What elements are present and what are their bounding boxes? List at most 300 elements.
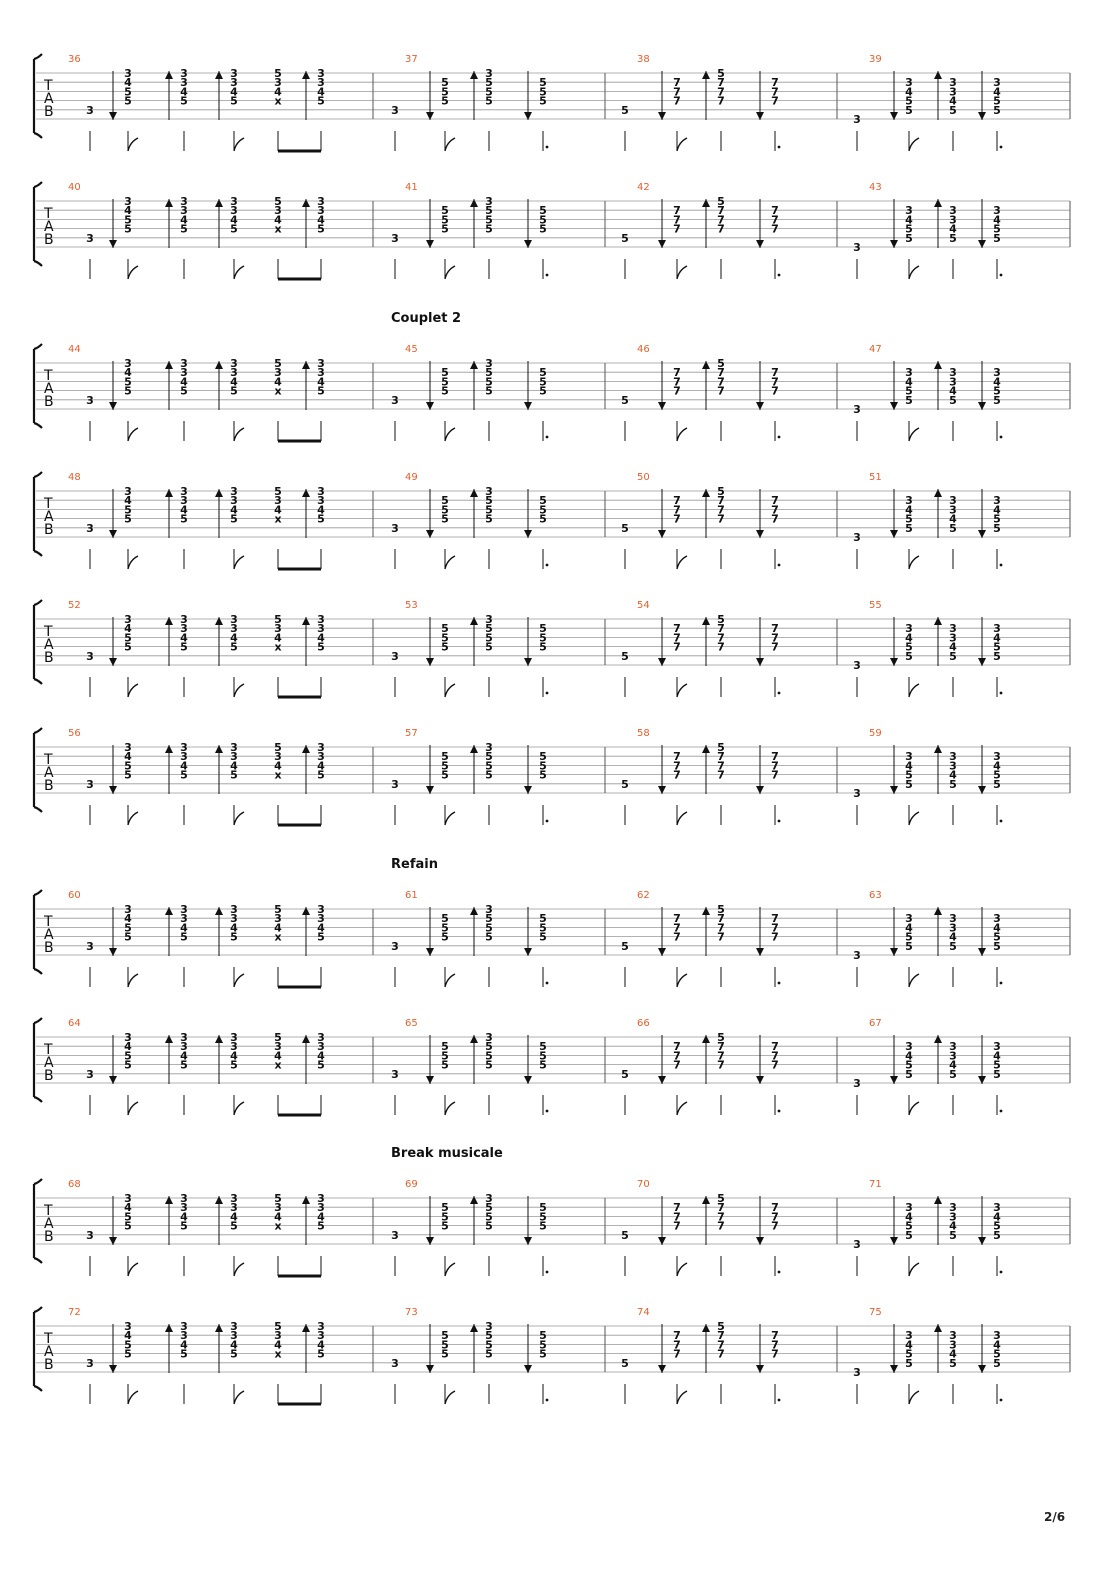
fret-number: 3 [905, 366, 913, 380]
rhythm-dot [1000, 1271, 1003, 1274]
fret-number: 5 [539, 366, 547, 380]
fret-number: 3 [391, 777, 399, 791]
fret-number: 3 [274, 1329, 282, 1343]
fret-number: 4 [993, 85, 1001, 99]
fret-number: 5 [539, 512, 547, 526]
fret-number: 3 [317, 67, 325, 80]
fret-number: 4 [124, 76, 132, 90]
strum-up-arrow [934, 1035, 942, 1043]
strum-up-arrow [702, 71, 710, 79]
fret-number: 4 [905, 375, 913, 389]
strum-up-arrow [934, 199, 942, 207]
eighth-flag [445, 1263, 455, 1276]
rhythm-dot [778, 146, 781, 149]
fret-number: 5 [124, 1049, 132, 1063]
rhythm-dot [546, 1271, 549, 1274]
fret-number: 3 [485, 1031, 493, 1044]
eighth-flag [234, 138, 244, 151]
fret-number: 5 [441, 1201, 449, 1215]
fret-number: 3 [949, 921, 957, 935]
fret-number: 3 [905, 1201, 913, 1215]
fret-number: 3 [317, 1329, 325, 1343]
fret-number: 5 [180, 512, 188, 526]
fret-number: 5 [124, 222, 132, 236]
eighth-flag [234, 974, 244, 987]
fret-number: 7 [673, 384, 681, 398]
fret-number: 3 [905, 912, 913, 926]
fret-number: 3 [180, 622, 188, 636]
strum-up-arrow [934, 617, 942, 625]
eighth-flag [677, 1391, 687, 1404]
fret-number: 3 [86, 1228, 94, 1242]
fret-number: 5 [180, 384, 188, 398]
fret-number: 3 [485, 741, 493, 754]
fret-number: 3 [317, 1320, 325, 1333]
strum-up-arrow [702, 1324, 710, 1332]
eighth-flag [677, 556, 687, 569]
bar-number: 75 [869, 1307, 882, 1318]
strum-up-arrow [702, 617, 710, 625]
fret-number: 7 [673, 213, 681, 227]
fret-number: 7 [717, 494, 725, 508]
fret-number: 5 [485, 76, 493, 90]
fret-number: 4 [993, 631, 1001, 645]
fret-number: 5 [621, 1067, 629, 1081]
strum-up-arrow [470, 907, 478, 915]
system-bracket [34, 472, 42, 556]
fret-number: 7 [673, 375, 681, 389]
fret-number: 5 [274, 357, 282, 370]
fret-number: 3 [317, 1201, 325, 1215]
fret-number: 7 [717, 512, 725, 526]
fret-number: 7 [771, 631, 779, 645]
tab-clef-letter: A [44, 381, 54, 397]
fret-number: 5 [949, 103, 957, 117]
strum-up-arrow [165, 1196, 173, 1204]
tab-clef-letter: B [44, 1068, 54, 1084]
fret-number: 3 [317, 1040, 325, 1054]
fret-number: x [274, 94, 282, 108]
fret-number: 3 [180, 76, 188, 90]
fret-number: 3 [86, 521, 94, 535]
fret-number: 7 [717, 503, 725, 517]
fret-number: 5 [441, 930, 449, 944]
fret-number: 3 [124, 67, 132, 80]
fret-number: 3 [274, 76, 282, 90]
fret-number: 5 [485, 503, 493, 517]
rhythm-dot [1000, 1110, 1003, 1113]
fret-number: 4 [180, 213, 188, 227]
fret-number: 3 [124, 741, 132, 754]
fret-number: 4 [993, 213, 1001, 227]
fret-number: 4 [180, 1338, 188, 1352]
fret-number: 7 [717, 1058, 725, 1072]
fret-number: 5 [485, 1338, 493, 1352]
fret-number: 3 [317, 357, 325, 370]
fret-number: 3 [86, 393, 94, 407]
fret-number: 3 [905, 76, 913, 90]
rhythm-dot [546, 820, 549, 823]
fret-number: 5 [621, 521, 629, 535]
fret-number: 3 [230, 1192, 238, 1205]
fret-number: 4 [949, 640, 957, 654]
fret-number: 4 [180, 921, 188, 935]
fret-number: 5 [539, 1058, 547, 1072]
strum-up-arrow [302, 1196, 310, 1204]
fret-number: 5 [539, 631, 547, 645]
fret-number: 3 [230, 195, 238, 208]
rhythm-dot [546, 1110, 549, 1113]
fret-number: 5 [441, 366, 449, 380]
fret-number: 3 [180, 912, 188, 926]
fret-number: 7 [771, 366, 779, 380]
fret-number: 5 [993, 1058, 1001, 1072]
fret-number: 5 [539, 94, 547, 108]
fret-number: 5 [485, 768, 493, 782]
rhythm-dot [546, 982, 549, 985]
fret-number: 5 [539, 1347, 547, 1361]
strum-up-arrow [302, 71, 310, 79]
bar-number: 38 [637, 54, 650, 65]
eighth-flag [234, 428, 244, 441]
eighth-flag [909, 1391, 919, 1404]
fret-number: 3 [124, 613, 132, 626]
eighth-flag [677, 812, 687, 825]
fret-number: 3 [485, 357, 493, 370]
fret-number: 5 [905, 930, 913, 944]
fret-number: 3 [993, 366, 1001, 380]
fret-number: 5 [539, 1219, 547, 1233]
fret-number: 3 [230, 357, 238, 370]
fret-number: 4 [124, 622, 132, 636]
fret-number: 5 [124, 384, 132, 398]
fret-number: x [274, 1058, 282, 1072]
fret-number: 5 [230, 1347, 238, 1361]
bar-number: 45 [405, 344, 418, 355]
rhythm-dot [546, 436, 549, 439]
fret-number: 3 [317, 494, 325, 508]
tab-clef-letter: T [44, 914, 53, 930]
fret-number: 5 [949, 1356, 957, 1370]
fret-number: 7 [673, 1058, 681, 1072]
fret-number: 3 [180, 741, 188, 754]
fret-number: 5 [717, 1192, 725, 1205]
fret-number: 5 [317, 384, 325, 398]
strum-up-arrow [702, 745, 710, 753]
fret-number: 7 [717, 94, 725, 108]
fret-number: 5 [180, 222, 188, 236]
fret-number: 5 [124, 1338, 132, 1352]
strum-up-arrow [215, 1324, 223, 1332]
fret-number: 5 [441, 1219, 449, 1233]
eighth-flag [234, 812, 244, 825]
bar-number: 46 [637, 344, 650, 355]
tab-clef-letter: A [44, 765, 54, 781]
fret-number: 5 [230, 384, 238, 398]
fret-number: 3 [853, 113, 861, 126]
fret-number: 5 [230, 1058, 238, 1072]
fret-number: 5 [905, 222, 913, 236]
fret-number: 4 [949, 222, 957, 236]
fret-number: 5 [539, 759, 547, 773]
fret-number: 3 [853, 531, 861, 544]
fret-number: 3 [230, 67, 238, 80]
fret-number: 5 [621, 777, 629, 791]
eighth-flag [128, 138, 138, 151]
strum-up-arrow [215, 907, 223, 915]
tab-clef-letter: B [44, 522, 54, 538]
fret-number: 5 [993, 930, 1001, 944]
fret-number: 5 [717, 613, 725, 626]
system-bracket [34, 1018, 42, 1102]
fret-number: 5 [274, 903, 282, 916]
fret-number: 7 [717, 76, 725, 90]
fret-number: 5 [717, 1320, 725, 1333]
fret-number: 3 [230, 366, 238, 380]
fret-number: 7 [717, 921, 725, 935]
fret-number: 5 [539, 222, 547, 236]
fret-number: 3 [485, 195, 493, 208]
fret-number: 3 [949, 1210, 957, 1224]
fret-number: 3 [124, 1192, 132, 1205]
fret-number: 4 [180, 631, 188, 645]
fret-number: 7 [771, 94, 779, 108]
fret-number: 5 [485, 1329, 493, 1343]
fret-number: 5 [485, 912, 493, 926]
fret-number: 4 [124, 1201, 132, 1215]
fret-number: 5 [485, 1347, 493, 1361]
fret-number: 3 [180, 1320, 188, 1333]
fret-number: 7 [771, 1058, 779, 1072]
fret-number: 3 [317, 1192, 325, 1205]
fret-number: 4 [949, 94, 957, 108]
bar-number: 69 [405, 1179, 418, 1190]
fret-number: 5 [993, 1067, 1001, 1081]
rhythm-dot [546, 274, 549, 277]
fret-number: 3 [86, 1356, 94, 1370]
fret-number: 5 [949, 521, 957, 535]
strum-up-arrow [702, 907, 710, 915]
fret-number: 3 [317, 485, 325, 498]
fret-number: 4 [317, 921, 325, 935]
strum-up-arrow [302, 199, 310, 207]
fret-number: 3 [274, 204, 282, 218]
fret-number: 5 [317, 768, 325, 782]
bar-number: 51 [869, 472, 882, 483]
fret-number: 5 [539, 750, 547, 764]
fret-number: 5 [485, 494, 493, 508]
fret-number: 4 [124, 912, 132, 926]
fret-number: 5 [180, 1347, 188, 1361]
tab-clef-letter: A [44, 509, 54, 525]
fret-number: 7 [717, 375, 725, 389]
strum-up-arrow [302, 489, 310, 497]
tab-clef-letter: T [44, 752, 53, 768]
fret-number: 7 [717, 1210, 725, 1224]
fret-number: 4 [993, 1210, 1001, 1224]
fret-number: 3 [905, 622, 913, 636]
fret-number: 5 [441, 1049, 449, 1063]
rhythm-dot [546, 692, 549, 695]
eighth-flag [909, 266, 919, 279]
fret-number: 3 [230, 1201, 238, 1215]
fret-number: 5 [485, 1040, 493, 1054]
fret-number: 7 [673, 768, 681, 782]
tab-clef-letter: A [44, 219, 54, 235]
tab-clef-letter: T [44, 206, 53, 222]
fret-number: 3 [391, 521, 399, 535]
fret-number: 4 [317, 1210, 325, 1224]
eighth-flag [234, 1391, 244, 1404]
fret-number: 3 [86, 649, 94, 663]
fret-number: 5 [539, 85, 547, 99]
fret-number: 4 [905, 503, 913, 517]
tab-clef-letter: A [44, 91, 54, 107]
fret-number: 5 [441, 1058, 449, 1072]
fret-number: 4 [993, 503, 1001, 517]
fret-number: 5 [124, 1058, 132, 1072]
fret-number: 5 [905, 1058, 913, 1072]
fret-number: 3 [949, 76, 957, 90]
page-number: 2/6 [1044, 1510, 1066, 1524]
fret-number: 4 [230, 503, 238, 517]
eighth-flag [445, 556, 455, 569]
system-bracket [34, 54, 42, 138]
tab-clef-letter: B [44, 232, 54, 248]
fret-number: 3 [317, 750, 325, 764]
fret-number: 3 [180, 366, 188, 380]
fret-number: 5 [621, 103, 629, 117]
fret-number: 5 [441, 85, 449, 99]
fret-number: 5 [441, 1040, 449, 1054]
fret-number: 3 [853, 403, 861, 416]
eighth-flag [234, 1102, 244, 1115]
fret-number: 4 [230, 375, 238, 389]
eighth-flag [445, 266, 455, 279]
fret-number: 5 [949, 231, 957, 245]
fret-number: 5 [905, 939, 913, 953]
fret-number: 7 [717, 1219, 725, 1233]
fret-number: 5 [539, 930, 547, 944]
fret-number: 5 [905, 393, 913, 407]
rhythm-dot [778, 982, 781, 985]
fret-number: 5 [124, 1219, 132, 1233]
fret-number: 7 [673, 1040, 681, 1054]
bar-number: 54 [637, 600, 650, 611]
fret-number: 3 [949, 759, 957, 773]
fret-number: 3 [180, 204, 188, 218]
fret-number: 5 [539, 912, 547, 926]
fret-number: 5 [230, 640, 238, 654]
bar-number: 65 [405, 1018, 418, 1029]
strum-up-arrow [702, 489, 710, 497]
fret-number: 4 [949, 768, 957, 782]
fret-number: 4 [230, 631, 238, 645]
fret-number: 4 [274, 631, 282, 645]
fret-number: 5 [621, 231, 629, 245]
fret-number: 5 [441, 222, 449, 236]
fret-number: 3 [853, 787, 861, 800]
fret-number: 3 [485, 485, 493, 498]
fret-number: 5 [539, 640, 547, 654]
fret-number: 3 [230, 494, 238, 508]
fret-number: 5 [539, 1329, 547, 1343]
strum-up-arrow [934, 1324, 942, 1332]
fret-number: 4 [274, 85, 282, 99]
fret-number: x [274, 930, 282, 944]
rhythm-dot [546, 146, 549, 149]
fret-number: 3 [274, 750, 282, 764]
fret-number: 5 [441, 384, 449, 398]
system-bracket [34, 182, 42, 266]
tab-clef-letter: B [44, 104, 54, 120]
fret-number: 5 [539, 213, 547, 227]
fret-number: 5 [441, 375, 449, 389]
fret-number: 7 [673, 912, 681, 926]
fret-number: 5 [993, 768, 1001, 782]
fret-number: 3 [230, 622, 238, 636]
fret-number: 7 [673, 494, 681, 508]
strum-up-arrow [934, 745, 942, 753]
rhythm-dot [1000, 820, 1003, 823]
fret-number: 3 [124, 1320, 132, 1333]
fret-number: 5 [539, 1201, 547, 1215]
fret-number: 3 [230, 741, 238, 754]
fret-number: 4 [180, 503, 188, 517]
fret-number: 7 [673, 204, 681, 218]
fret-number: 4 [905, 85, 913, 99]
fret-number: 3 [949, 494, 957, 508]
fret-number: 3 [230, 750, 238, 764]
fret-number: 3 [124, 357, 132, 370]
fret-number: 7 [717, 631, 725, 645]
fret-number: 4 [180, 1049, 188, 1063]
fret-number: 7 [717, 622, 725, 636]
bar-number: 62 [637, 890, 650, 901]
fret-number: 3 [853, 949, 861, 962]
fret-number: 7 [717, 384, 725, 398]
fret-number: 5 [905, 777, 913, 791]
fret-number: 5 [317, 94, 325, 108]
fret-number: 3 [993, 750, 1001, 764]
fret-number: 5 [905, 768, 913, 782]
fret-number: 5 [993, 393, 1001, 407]
fret-number: 7 [673, 85, 681, 99]
fret-number: 5 [717, 485, 725, 498]
fret-number: 7 [673, 640, 681, 654]
fret-number: 5 [441, 94, 449, 108]
fret-number: 7 [771, 1338, 779, 1352]
fret-number: 4 [180, 375, 188, 389]
fret-number: 3 [317, 613, 325, 626]
strum-up-arrow [215, 617, 223, 625]
fret-number: 7 [771, 912, 779, 926]
fret-number: 5 [441, 1210, 449, 1224]
strum-up-arrow [165, 199, 173, 207]
fret-number: 5 [485, 1210, 493, 1224]
fret-number: 4 [993, 1049, 1001, 1063]
rhythm-dot [1000, 564, 1003, 567]
fret-number: 7 [717, 366, 725, 380]
fret-number: 7 [717, 1329, 725, 1343]
fret-number: 3 [86, 777, 94, 791]
fret-number: 3 [180, 613, 188, 626]
fret-number: 3 [391, 1067, 399, 1081]
fret-number: 5 [905, 1347, 913, 1361]
fret-number: 5 [274, 1320, 282, 1333]
system-bracket [34, 890, 42, 974]
fret-number: 5 [124, 94, 132, 108]
